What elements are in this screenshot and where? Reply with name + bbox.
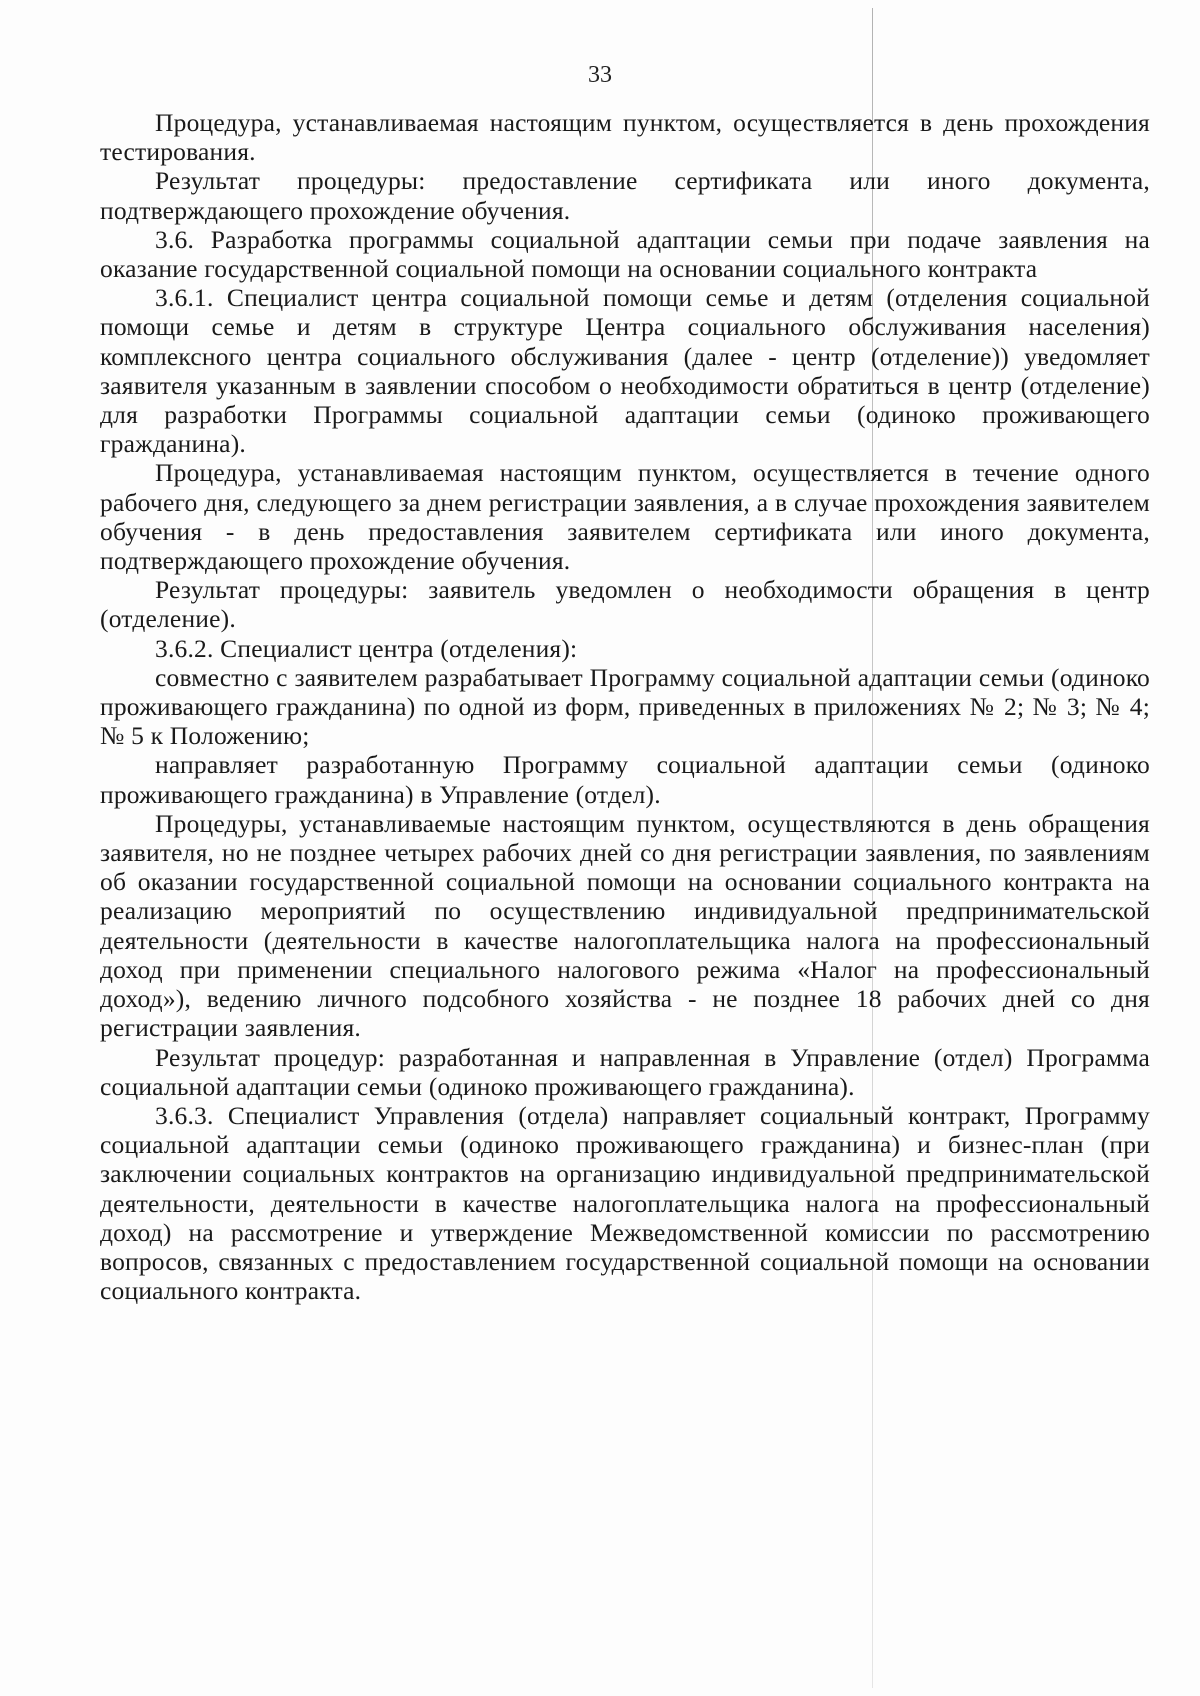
paragraph-procedure-one-day: Процедура, устанавливаемая настоящим пунктом, осуществляется в течение одного рабочего дня, следующего за днем регистрации заявления, а в случае прохождения заявителем обучения - в день предоставления заявителем сертификата или иного документа, подтверждающего прохождение обучения. <box>100 458 1150 576</box>
paragraph-3-6-1: 3.6.1. Специалист центра социальной помощи семье и детям (отделения социальной помощи семье и детям в структуре Центра социального обслуживания населения) комплексного центра социального обслуживания (далее - центр (отделение)) уведомляет заявителя указанным в заявлении способом о необходимости обратиться в центр (отделение) для разработки Программы социальной адаптации семьи (одиноко проживающего гражданина). <box>100 283 1150 459</box>
paragraph-3-6-2: 3.6.2. Специалист центра (отделения): <box>155 633 578 663</box>
paragraph-3-6-3: 3.6.3. Специалист Управления (отдела) направляет социальный контракт, Программу социальной адаптации семьи (одиноко проживающего гражданина) и бизнес-план (при заключении социальных контрактов на организацию индивидуальной предпринимательской деятельности, деятельности в качестве налогоплательщика налога на профессиональный доход) на рассмотрение и утверждение Межведомственной комиссии по рассмотрению вопросов, связанных с предоставлением государственной социальной помощи на основании социального контракта. <box>100 1100 1150 1306</box>
paragraph-sends-program: направляет разработанную Программу социальной адаптации семьи (одиноко проживающего гражданина) в Управление (отдел). <box>100 750 1150 809</box>
document-body <box>100 108 1150 1305</box>
paragraph-procedure-testing: Процедура, устанавливаемая настоящим пунктом, осуществляется в день прохождения тестирования. <box>100 108 1150 167</box>
paragraph-result-program-sent: Результат процедур: разработанная и направленная в Управление (отдел) Программа социальной адаптации семьи (одиноко проживающего гражданина). <box>100 1042 1150 1101</box>
paragraph-develops-program: совместно с заявителем разрабатывает Программу социальной адаптации семьи (одиноко проживающего гражданина) по одной из форм, приведенных в приложениях № 2; № 3; № 4; № 5 к Положению; <box>100 662 1150 751</box>
paragraph-procedures-deadlines: Процедуры, устанавливаемые настоящим пунктом, осуществляются в день обращения заявителя, но не позднее четырех рабочих дней со дня регистрации заявления, по заявлениям об оказании государственной социальной помощи на основании социального контракта на реализацию мероприятий по осуществлению индивидуальной предпринимательской деятельности (деятельности в качестве налогоплательщика налога на профессиональный доход при применении специального налогового режима «Налог на профессиональный доход»), ведению личного подсобного хозяйства - не позднее 18 рабочих дней со дня регистрации заявления. <box>100 808 1150 1043</box>
page-number: 33 <box>588 62 612 88</box>
section-heading-3-6: 3.6. Разработка программы социальной адаптации семьи при подаче заявления на оказание государственной социальной помощи на основании социального контракта <box>100 224 1150 284</box>
paragraph-result-notified: Результат процедуры: заявитель уведомлен о необходимости обращения в центр (отделение). <box>100 575 1150 634</box>
paragraph-result-certificate: Результат процедуры: предоставление сертификата или иного документа, подтверждающего прохождение обучения. <box>100 166 1150 225</box>
